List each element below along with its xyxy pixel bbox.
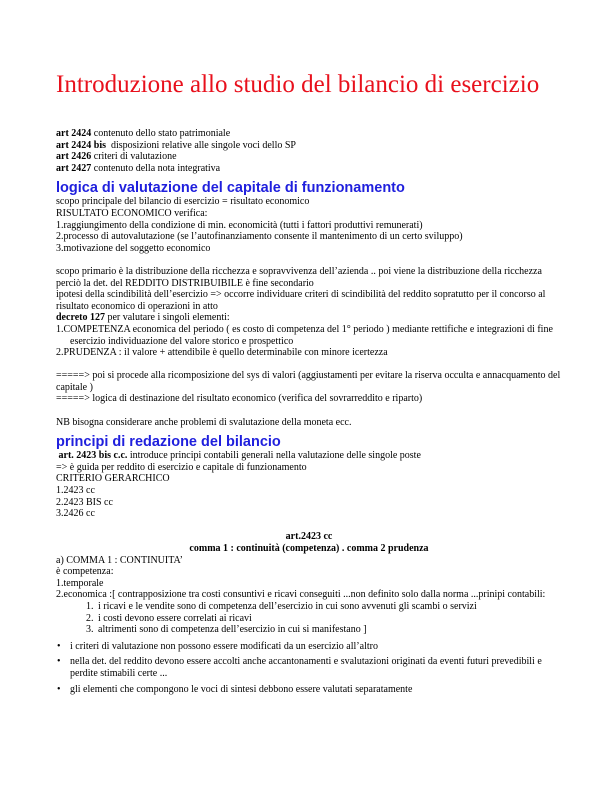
list-item: 1. i ricavi e le vendite sono di competenza dell’esercizio in cui sono avvenuti gli scambi o servizi	[96, 601, 562, 613]
intro-line: art. 2423 bis c.c. introduce principi contabili generali nella valutazione delle singole poste	[58, 450, 421, 462]
text-line: => è guida per reddito di esercizio e capitale di funzionamento	[56, 461, 307, 473]
list-item: 2. i costi devono essere correlati ai ricavi	[96, 613, 562, 625]
text-line: RISULTATO ECONOMICO verifica:	[56, 207, 208, 219]
articles-list	[56, 128, 562, 174]
text-line: CRITERIO GERARCHICO	[56, 473, 170, 485]
article-item: art 2426 criteri di valutazione	[56, 151, 177, 163]
list-item: 3. altrimenti sono di competenza dell’esercizio in cui si manifestano ]	[96, 624, 562, 636]
text-line: a) COMMA 1 : CONTINUITA’	[56, 554, 183, 566]
bullet-item: • gli elementi che compongono le voci di sintesi debbono essere valutati separatamente	[56, 684, 562, 696]
section-heading-principi: principi di redazione del bilancio	[56, 434, 281, 451]
nb-note: NB bisogna considerare anche problemi di svalutazione della moneta ecc.	[56, 416, 352, 428]
sub-list	[56, 601, 562, 636]
article-title: art.2423 cc	[285, 531, 333, 543]
text-line: 2.processo di autovalutazione (se l’autofinanziamento consente il mantenimento di un certo sviluppo)	[56, 231, 463, 243]
article-subtitle: comma 1 : continuità (competenza) . comma 2 prudenza	[189, 543, 429, 554]
bullet-list	[56, 641, 562, 695]
criterio-item: 2.2423 BIS cc	[56, 496, 113, 508]
bullet-item: • nella det. del reddito devono essere accolti anche accantonamenti e svalutazioni originati da eventi futuri prevedibili e perdite stimabili certe ...	[56, 656, 562, 679]
bullet-item: • i criteri di valutazione non possono essere modificati da un esercizio all’altro	[56, 641, 562, 653]
paragraph: scopo primario è la distribuzione della ricchezza e sopravvivenza dell’azienda .. poi viene la distribuzione della ricchezza perciò la det. del REDDITO DISTRIBUIBILE è fine secondario	[56, 265, 542, 289]
article-item: art 2424 bis disposizioni relative alle singole voci dello SP	[56, 139, 296, 151]
page-title: Introduzione allo studio del bilancio di esercizio	[56, 71, 540, 98]
text-line: è competenza:	[56, 566, 114, 578]
text-line: 3.motivazione del soggetto economico	[56, 242, 211, 254]
text-line: 1.raggiungimento della condizione di min. economicità (tutti i fattori produttivi remunerati)	[56, 219, 423, 231]
competenza-line: 1.COMPETENZA economica del periodo ( es costo di competenza del 1° periodo ) mediante rettifiche e integrazioni di fine esercizio individuazione del valore storico e prospettico	[56, 323, 553, 347]
prudenza-line: 2.PRUDENZA : il valore + attendibile è quello determinabile con minore icertezza	[56, 347, 388, 359]
paragraph: ipotesi della scindibilità dell’esercizio => occorre individuare criteri di scindibilità del reddito sopratutto per il concorso al risultato economico di operazioni in atto	[56, 289, 546, 312]
section-heading-valutazione: logica di valutazione del capitale di funzionamento	[56, 180, 405, 197]
article-item: art 2427 contenuto della nota integrativa	[56, 162, 221, 174]
text-line: 1.temporale	[56, 577, 104, 589]
arrow-line: =====> logica di destinazione del risultato economico (verifica del sovrarreddito e riparto)	[56, 393, 423, 405]
arrow-line: =====> poi si procede alla ricomposizione del sys di valori (aggiustamenti per evitare la riserva occulta e annacquamento del capitale )	[56, 370, 561, 393]
article-item: art 2424 contenuto dello stato patrimoniale	[56, 128, 231, 139]
criterio-item: 1.2423 cc	[56, 485, 95, 497]
decreto-line: decreto 127 per valutare i singoli elementi:	[56, 312, 230, 324]
text-line: 2.economica :[ contrapposizione tra costi consuntivi e ricavi conseguiti ...non definito solo dalla norma ...prinipi contabili:	[56, 589, 546, 601]
criterio-item: 3.2426 cc	[56, 508, 95, 520]
text-line: scopo principale del bilancio di esercizio = risultato economico	[56, 196, 310, 208]
